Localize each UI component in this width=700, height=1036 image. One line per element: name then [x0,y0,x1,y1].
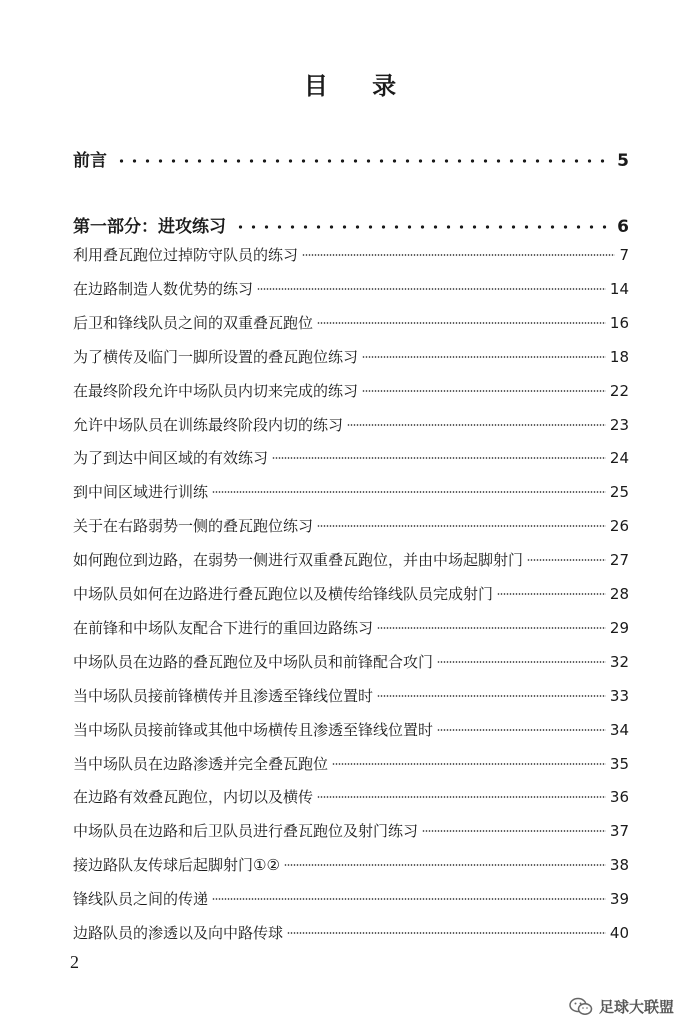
toc-page-number: 16 [609,313,629,332]
toc-entry-title: 中场队员在边路和后卫队员进行叠瓦跑位及射门练习 [73,822,419,841]
toc-page-number: 22 [609,381,629,400]
toc-page-number: 5 [617,151,629,171]
toc-entry[interactable] [73,617,629,638]
toc-page-number: 37 [609,822,629,841]
toc-entry-title: 利用叠瓦跑位过掉防守队员的练习 [73,246,299,264]
dot-leader [302,254,615,256]
dot-leader [287,932,606,934]
toc-page-number: 27 [609,551,629,570]
toc-entry-title: 关于在右路弱势一侧的叠瓦跑位练习 [73,517,314,536]
toc-entry[interactable] [73,922,629,943]
toc-entry-title: 当中场队员在边路渗透并完全叠瓦跑位 [73,754,329,773]
watermark [569,996,674,1017]
toc-entry-title: 中场队员在边路的叠瓦跑位及中场队员和前锋配合攻门 [73,652,434,671]
toc-entry-title: 在前锋和中场队友配合下进行的重回边路练习 [73,618,374,637]
toc-entry[interactable] [73,278,629,299]
toc-page-number: 40 [609,924,629,942]
toc-entry[interactable] [73,753,629,774]
dot-leader [332,763,606,765]
toc-page-number: 38 [609,856,629,875]
toc-entry-title: 中场队员如何在边路进行叠瓦跑位以及横传给锋线队员完成射门 [73,585,494,603]
toc-section-title: 第一部分：进攻练习 [73,217,226,237]
toc-section-preface[interactable] [73,146,629,171]
toc-entry-title: 在边路制造人数优势的练习 [73,279,254,298]
dot-leader [362,390,606,392]
toc-entry[interactable] [73,481,629,502]
dot-leader [317,525,606,527]
dot-leader [437,661,606,663]
dot-leader [257,288,606,290]
toc-page-number: 39 [609,890,629,909]
wechat-icon [569,997,593,1017]
toc-entry[interactable] [73,820,629,841]
dot-leader [317,796,606,798]
toc-entry[interactable] [73,244,629,265]
toc-entry[interactable] [73,786,629,807]
toc-entry-title: 为了到达中间区域的有效练习 [73,449,269,468]
dot-leader [212,898,606,900]
dot-leader [362,356,606,358]
toc-entry[interactable] [73,312,629,333]
toc-page-number: 7 [619,246,629,264]
toc-entry-title: 接边路队友传球后起脚射门①② [73,856,280,875]
dot-leader [115,159,613,163]
dot-leader [284,864,606,866]
toc-page-number: 6 [617,217,629,237]
toc-section-part-one[interactable] [73,212,629,237]
toc-section-title: 前言 [73,151,107,171]
dot-leader [347,424,606,426]
dot-leader [317,322,606,324]
toc-entry-title: 当中场队员接前锋或其他中场横传且渗透至锋线位置时 [73,720,434,739]
toc-entry-title: 锋线队员之间的传递 [73,890,209,909]
toc-page-number: 14 [609,279,629,298]
page-folio: 2 [70,952,79,972]
toc-page-number: 24 [609,449,629,468]
watermark-text: 足球大联盟 [598,998,674,1016]
toc-page-number: 18 [609,347,629,366]
toc-entry-title: 到中间区域进行训练 [73,483,209,502]
toc-page-number: 23 [609,415,629,434]
toc-entry-title: 后卫和锋线队员之间的双重叠瓦跑位 [73,313,314,332]
toc-entry[interactable] [73,346,629,367]
dot-leader [437,729,606,731]
toc-page-number: 28 [609,585,629,603]
toc-page-number: 32 [609,652,629,671]
toc-entry[interactable] [73,854,629,875]
toc-entry[interactable] [73,651,629,672]
toc-entry-title: 当中场队员接前锋横传并且渗透至锋线位置时 [73,686,374,705]
toc-page-number: 33 [609,686,629,705]
dot-leader [377,695,606,697]
toc-entry-title: 为了横传及临门一脚所设置的叠瓦跑位练习 [73,347,359,366]
page-title: 目 录 [303,72,415,100]
toc-entry-title: 如何跑位到边路，在弱势一侧进行双重叠瓦跑位，并由中场起脚射门 [73,551,524,570]
toc-entry[interactable] [73,888,629,909]
toc-entry[interactable] [73,380,629,401]
toc-entry-title: 在边路有效叠瓦跑位，内切以及横传 [73,788,314,807]
toc-entry-title: 允许中场队员在训练最终阶段内切的练习 [73,415,344,434]
toc-page-number: 29 [609,618,629,637]
toc-entry-title: 在最终阶段允许中场队员内切来完成的练习 [73,381,359,400]
toc-entry[interactable] [73,583,629,604]
toc-entry-title: 边路队员的渗透以及向中路传球 [73,924,284,942]
toc-page-number: 34 [609,720,629,739]
dot-leader [212,491,606,493]
toc-page-number: 25 [609,483,629,502]
toc-entry[interactable] [73,685,629,706]
dot-leader [497,593,606,595]
toc-entry[interactable] [73,447,629,468]
toc-page-number: 36 [609,788,629,807]
toc-page-number: 35 [609,754,629,773]
dot-leader [377,627,606,629]
dot-leader [272,457,606,459]
toc-entry[interactable] [73,549,629,570]
toc-entry[interactable] [73,515,629,536]
toc-entry[interactable] [73,414,629,435]
dot-leader [422,830,606,832]
dot-leader [527,559,606,561]
toc-page-number: 26 [609,517,629,536]
dot-leader [234,225,613,229]
toc-entry[interactable] [73,719,629,740]
